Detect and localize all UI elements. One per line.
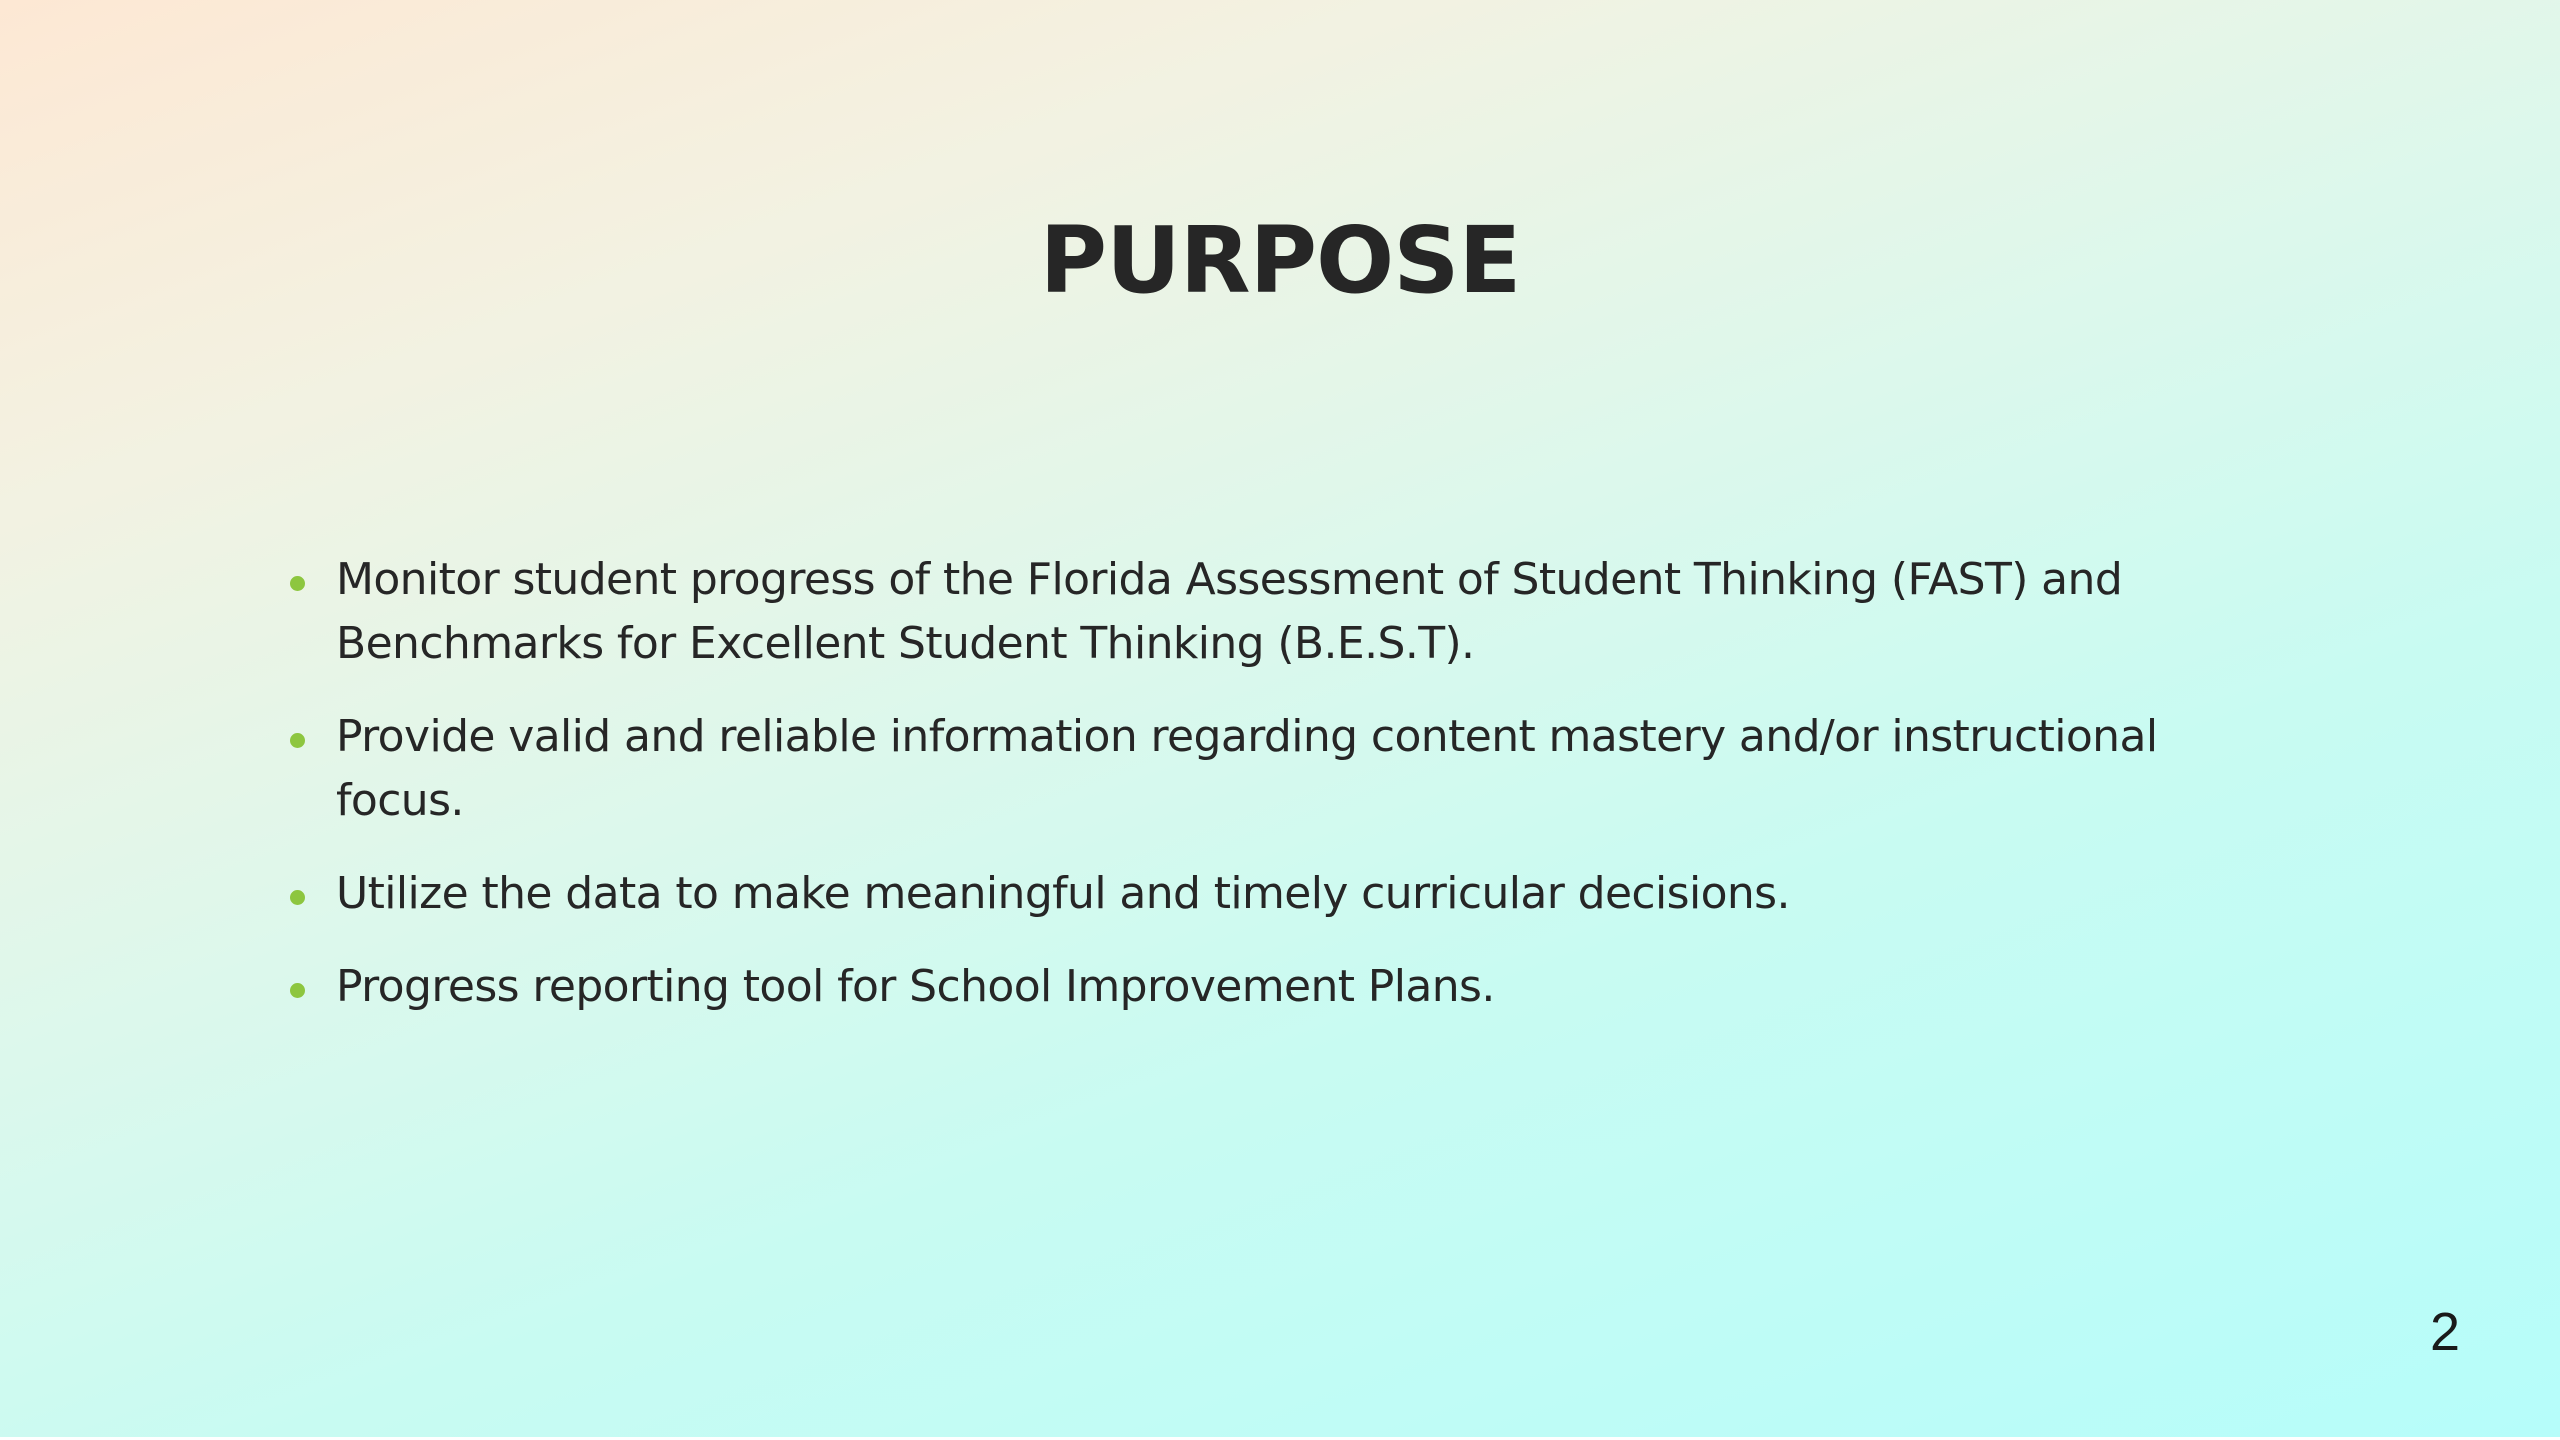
bullet-text: Utilize the data to make meaningful and timely curricular decisions. bbox=[336, 868, 1790, 919]
bullet-dot-icon bbox=[290, 733, 305, 748]
bullet-dot-icon bbox=[290, 890, 305, 905]
slide-page-number: 2 bbox=[2429, 1302, 2460, 1362]
bullet-text: Monitor student progress of the Florida Assessment of Student Thinking (FAST) and Benchmarks for Excellent Student Thinking (B.E.S.T). bbox=[336, 554, 2123, 669]
bullet-dot-icon bbox=[290, 983, 305, 998]
bullet-text: Provide valid and reliable information regarding content mastery and/or instructional focus. bbox=[336, 711, 2158, 826]
bullet-item bbox=[286, 705, 2226, 833]
bullet-text: Progress reporting tool for School Improvement Plans. bbox=[336, 961, 1495, 1012]
bullet-list bbox=[286, 548, 2226, 1048]
slide-title: PURPOSE bbox=[1039, 207, 1521, 314]
bullet-dot-icon bbox=[290, 576, 305, 591]
bullet-item bbox=[286, 955, 2226, 1019]
bullet-item bbox=[286, 548, 2226, 676]
bullet-item bbox=[286, 862, 2226, 926]
